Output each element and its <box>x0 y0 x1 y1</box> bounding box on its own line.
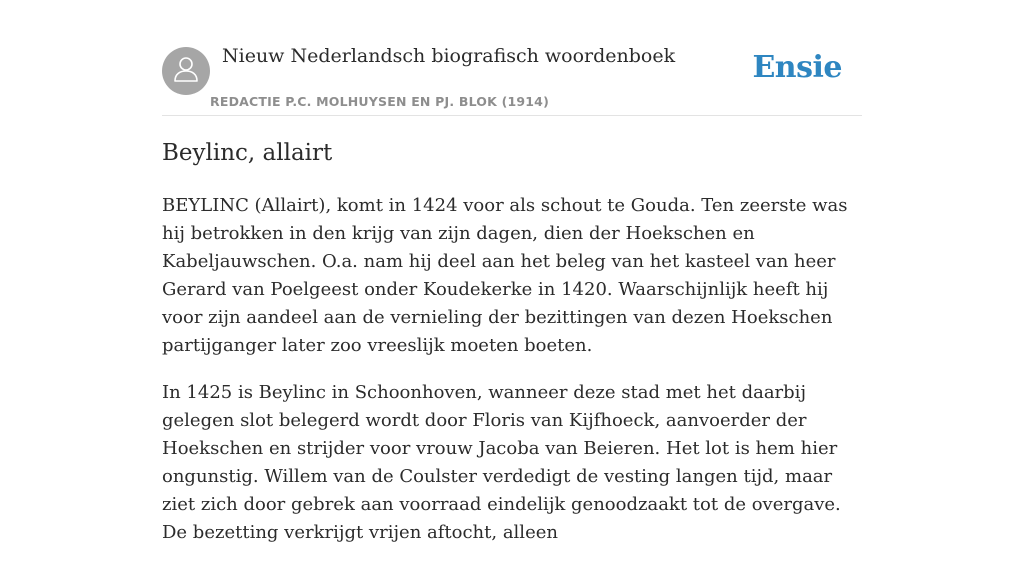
source-header <box>162 0 862 116</box>
source-editors: REDACTIE P.C. MOLHUYSEN EN PJ. BLOK (1914) <box>210 94 549 109</box>
source-title[interactable]: Nieuw Nederlandsch biografisch woordenboek <box>222 45 676 67</box>
entry-paragraph: In 1425 is Beylinc in Schoonhoven, wanneer deze stad met het daarbij gelegen slot belegerd wordt door Floris van Kijfhoeck, aanvoerder der Hoekschen en strijder voor vrouw Jacoba van Beieren. Het lot is hem hier ongunstig. Willem van de Coulster verdedigt de vesting langen tijd, maar ziet zich door gebrek aan voorraad eindelijk genoodzaakt tot de overgave. De bezetting verkrijgt vrijen aftocht, alleen <box>162 382 841 543</box>
entry-body <box>162 192 862 566</box>
person-outline-icon <box>173 55 199 88</box>
ensie-logo[interactable]: Ensie <box>752 50 842 85</box>
entry-title: Beylinc, allairt <box>162 140 333 166</box>
entry-paragraph: BEYLINC (Allairt), komt in 1424 voor als schout te Gouda. Ten zeerste was hij betrokken in den krijg van zijn dagen, dien der Hoekschen en Kabeljauwschen. O.a. nam hij deel aan het beleg van het kasteel van heer Gerard van Poelgeest onder Koudekerke in 1420. Waarschijnlijk heeft hij voor zijn aandeel aan de vernieling der bezittingen van dezen Hoekschen partijganger later zoo vreeslijk moeten boeten. <box>162 195 848 356</box>
avatar[interactable] <box>162 47 210 95</box>
